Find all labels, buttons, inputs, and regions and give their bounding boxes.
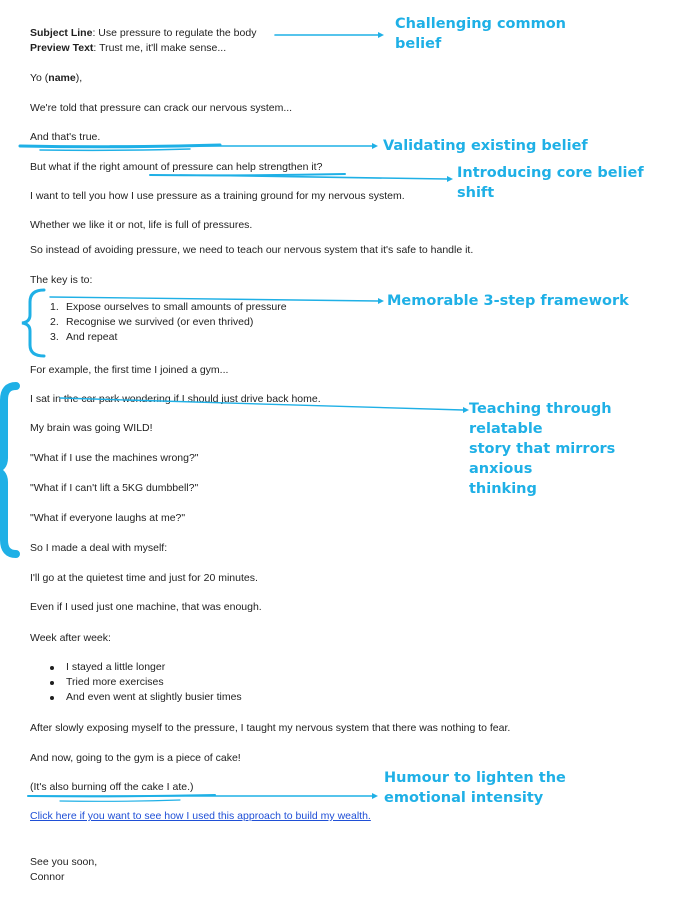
arrow-head xyxy=(447,176,453,182)
annotation-core-belief-shift xyxy=(457,163,644,203)
bullet-text: And even went at slightly busier times xyxy=(66,691,242,703)
highlight-underline xyxy=(40,149,190,150)
annotation-line: shift xyxy=(457,185,495,201)
arrow-line xyxy=(180,175,447,179)
annotation-line: Teaching through relatable xyxy=(469,401,612,437)
step-number: 3. xyxy=(50,331,59,343)
paragraph: We're told that pressure can crack our nervous system... xyxy=(30,102,293,114)
annotation-humour xyxy=(384,768,566,808)
step-number: 1. xyxy=(50,301,59,313)
brace-icon xyxy=(0,386,16,554)
quote: "What if I can't lift a 5KG dumbbell?" xyxy=(30,482,199,494)
arrow-head xyxy=(378,32,384,38)
annotation-validating-belief: Validating existing belief xyxy=(383,138,588,154)
subject-label: Subject Line xyxy=(30,27,93,39)
paragraph: Week after week: xyxy=(30,632,111,644)
annotation-line: Introducing core belief xyxy=(457,165,644,181)
annotation-relatable-story xyxy=(469,399,674,499)
bullet-text: I stayed a little longer xyxy=(66,661,166,673)
greeting-suffix: ), xyxy=(75,72,83,84)
signoff: See you soon, xyxy=(30,856,98,868)
paragraph: And that's true. xyxy=(30,131,101,143)
brace-icon xyxy=(22,290,44,356)
quote: "What if everyone laughs at me?" xyxy=(30,512,186,524)
step-text: Expose ourselves to small amounts of pressure xyxy=(66,301,287,313)
preview-value: : Trust me, it'll make sense... xyxy=(93,42,227,54)
cta-link[interactable]: Click here if you want to see how I used this approach to build my wealth. xyxy=(30,810,371,822)
annotation-framework: Memorable 3-step framework xyxy=(387,293,629,309)
annotation-line: thinking xyxy=(469,481,537,497)
subject-value: : Use pressure to regulate the body xyxy=(92,27,257,39)
step-text: Recognise we survived (or even thrived) xyxy=(66,316,254,328)
paragraph: My brain was going WILD! xyxy=(30,422,153,434)
arrow-head xyxy=(378,298,384,304)
paragraph: After slowly exposing myself to the pressure, I taught my nervous system that there was nothing to fear. xyxy=(30,722,511,734)
paragraph: And now, going to the gym is a piece of cake! xyxy=(30,752,241,764)
step-text: And repeat xyxy=(66,331,118,343)
paragraph: (It's also burning off the cake I ate.) xyxy=(30,781,194,793)
paragraph: The key is to: xyxy=(30,274,93,286)
paragraph: For example, the first time I joined a gym... xyxy=(30,364,229,376)
signature: Connor xyxy=(30,871,65,883)
paragraph: But what if the right amount of pressure can help strengthen it? xyxy=(30,161,323,173)
paragraph: I want to tell you how I use pressure as a training ground for my nervous system. xyxy=(30,190,405,202)
bullet-text: Tried more exercises xyxy=(66,676,164,688)
annotation-line: Humour to lighten the xyxy=(384,770,566,786)
annotation-line: Challenging common xyxy=(395,16,567,32)
paragraph: I sat in the car park wondering if I should just drive back home. xyxy=(30,393,321,405)
annotation-line: belief xyxy=(395,36,442,52)
paragraph: Whether we like it or not, life is full of pressures. xyxy=(30,219,253,231)
annotation-line: story that mirrors anxious xyxy=(469,441,616,477)
arrow-head xyxy=(372,143,378,149)
quote: "What if I use the machines wrong?" xyxy=(30,452,199,464)
paragraph: I'll go at the quietest time and just for 20 minutes. xyxy=(30,572,258,584)
paragraph: Even if I used just one machine, that was enough. xyxy=(30,601,262,613)
paragraph: So I made a deal with myself: xyxy=(30,542,168,554)
annotation-challenging-belief xyxy=(395,14,566,54)
arrow-head xyxy=(372,793,378,799)
paragraph: So instead of avoiding pressure, we need to teach our nervous system that it's safe to handle it. xyxy=(30,244,474,256)
step-number: 2. xyxy=(50,316,59,328)
preview-label: Preview Text xyxy=(30,42,94,54)
arrow-line xyxy=(60,398,463,410)
highlight-underline xyxy=(60,800,180,801)
arrow-line xyxy=(50,297,378,301)
annotation-line: emotional intensity xyxy=(384,790,544,806)
greeting-prefix: Yo ( xyxy=(30,72,49,84)
greeting-name: name xyxy=(48,72,76,84)
